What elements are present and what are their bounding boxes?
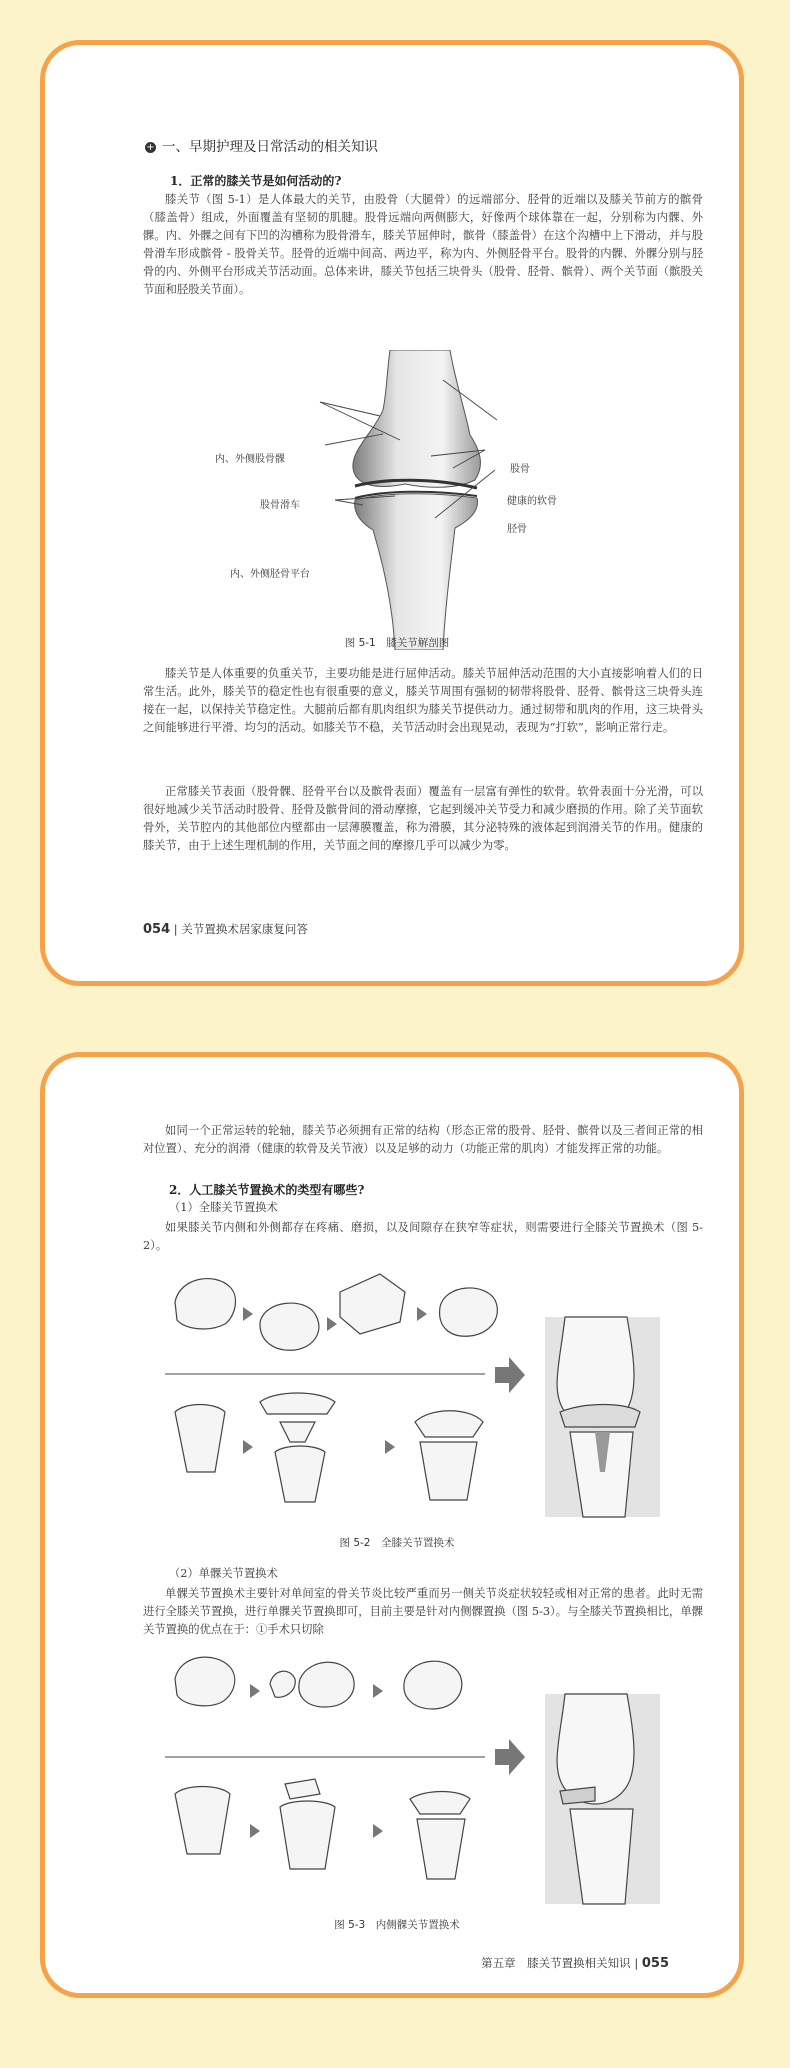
label-femoral-condyles: 内、外侧股骨髁 <box>215 454 285 465</box>
figure-5-3-caption: 图 5-3 内侧髁关节置换术 <box>334 1919 460 1931</box>
paragraph-unicompartmental: 单髁关节置换术主要针对单间室的骨关节炎比较严重而另一侧关节炎症状较轻或相对正常的患者。此时无需进行全膝关节置换，进行单髁关节置换即可，目前主要是针对内侧髁置换（图 5-3）。与全膝关节置换相比，单髁关节置换的优点在于：①手术只切除 <box>143 1587 703 1636</box>
label-tibia: 胫骨 <box>507 524 527 535</box>
page-055 <box>40 1052 744 1998</box>
paragraph-knee-wheel: 如同一个正常运转的轮轴，膝关节必须拥有正常的结构（形态正常的股骨、胫骨、髌骨以及三者间正常的相对位置）、充分的润滑（健康的软骨及关节液）以及足够的动力（功能正常的肌肉）才能发挥正常的功能。 <box>143 1124 703 1155</box>
medial-knee-replacement-figure <box>155 1639 665 1909</box>
label-femur: 股骨 <box>510 464 530 475</box>
figure-5-1-caption: 图 5-1 膝关节解剖图 <box>344 637 450 649</box>
label-trochlea: 股骨滑车 <box>260 500 300 511</box>
page-number: 054 <box>143 922 171 937</box>
total-knee-replacement-figure <box>155 1262 665 1522</box>
question-2: 2．人工膝关节置换术的类型有哪些? <box>169 1183 365 1197</box>
subheading-total-knee: （1）全膝关节置换术 <box>169 1201 278 1214</box>
label-healthy-cartilage: 健康的软骨 <box>507 496 557 507</box>
section-heading: + 一、早期护理及日常活动的相关知识 <box>146 139 378 155</box>
paragraph-cartilage: 正常膝关节表面（股骨髁、胫骨平台以及髌骨表面）覆盖有一层富有弹性的软骨。软骨表面十分光滑，可以很好地减少关节活动时股骨、胫骨及髌骨间的滑动摩擦，它起到缓冲关节受力和减少磨损的作用。除了关节面软骨外，关节腔内的其他部位内壁都由一层薄膜覆盖，称为滑膜，其分泌特殊的液体起到润滑关节的作用。健康的膝关节，由于上述生理机制的作用，关节面之间的摩擦几乎可以减少为零。 <box>143 785 703 852</box>
total-knee-illustration <box>155 1262 665 1522</box>
plus-circle-icon: + <box>146 142 155 153</box>
paragraph-knee-function: 膝关节是人体重要的负重关节，主要功能是进行屈伸活动。膝关节屈伸活动范围的大小直接影响着人们的日常生活。此外，膝关节的稳定性也有很重要的意义，膝关节周围有强韧的韧带将股骨、胫骨、髌骨这三块骨头连接在一起，以保持关节稳定性。大腿前后都有肌肉组织为膝关节提供动力。通过韧带和肌肉的作用，这三块骨头之间能够进行平滑、均匀的活动。如膝关节不稳，关节活动时会出现晃动，表现为“打软”，影响正常行走。 <box>143 667 703 734</box>
subheading-unicompartmental: （2）单髁关节置换术 <box>169 1567 278 1580</box>
page-footer-right: 第五章 膝关节置换相关知识 | 055 <box>481 1956 669 1971</box>
page-footer-left: 054 | 关节置换术居家康复问答 <box>143 922 308 937</box>
page-number: 055 <box>641 1956 669 1971</box>
chapter-title: 第五章 膝关节置换相关知识 <box>481 1956 631 1970</box>
medial-knee-illustration <box>155 1639 665 1909</box>
knee-illustration <box>255 350 635 650</box>
paragraph-knee-structure: 膝关节（图 5-1）是人体最大的关节，由股骨（大腿骨）的远端部分、胫骨的近端以及膝关节前方的髌骨（膝盖骨）组成，外面覆盖有坚韧的肌腱。股骨远端向两侧膨大，好像两个球体靠在一起，分别称为内髁、外髁。内、外髁之间有下凹的沟槽称为股骨滑车，膝关节屈伸时，髌骨（膝盖骨）在这个沟槽中上下滑动，并与股骨滑车形成髌骨 - 股骨关节。胫骨的近端中间高、两边平，称为内、外侧胫骨平台。股骨的内髁、外髁分别与胫骨的内、外侧平台形成关节活动面。总体来讲，膝关节包括三块骨头（股骨、胫骨、髌骨）、两个关节面（髌股关节面和胫股关节面）。 <box>143 193 703 296</box>
page-054 <box>40 40 744 986</box>
paragraph-total-knee: 如果膝关节内侧和外侧都存在疼痛、磨损，以及间隙存在狭窄等症状，则需要进行全膝关节置换术（图 5-2）。 <box>143 1221 703 1252</box>
knee-anatomy-figure <box>215 350 635 650</box>
label-tibial-plateau: 内、外侧胫骨平台 <box>230 569 310 580</box>
figure-5-2-caption: 图 5-2 全膝关节置换术 <box>339 1537 455 1549</box>
running-title: 关节置换术居家康复问答 <box>181 922 308 936</box>
question-1: 1．正常的膝关节是如何活动的? <box>170 174 342 188</box>
